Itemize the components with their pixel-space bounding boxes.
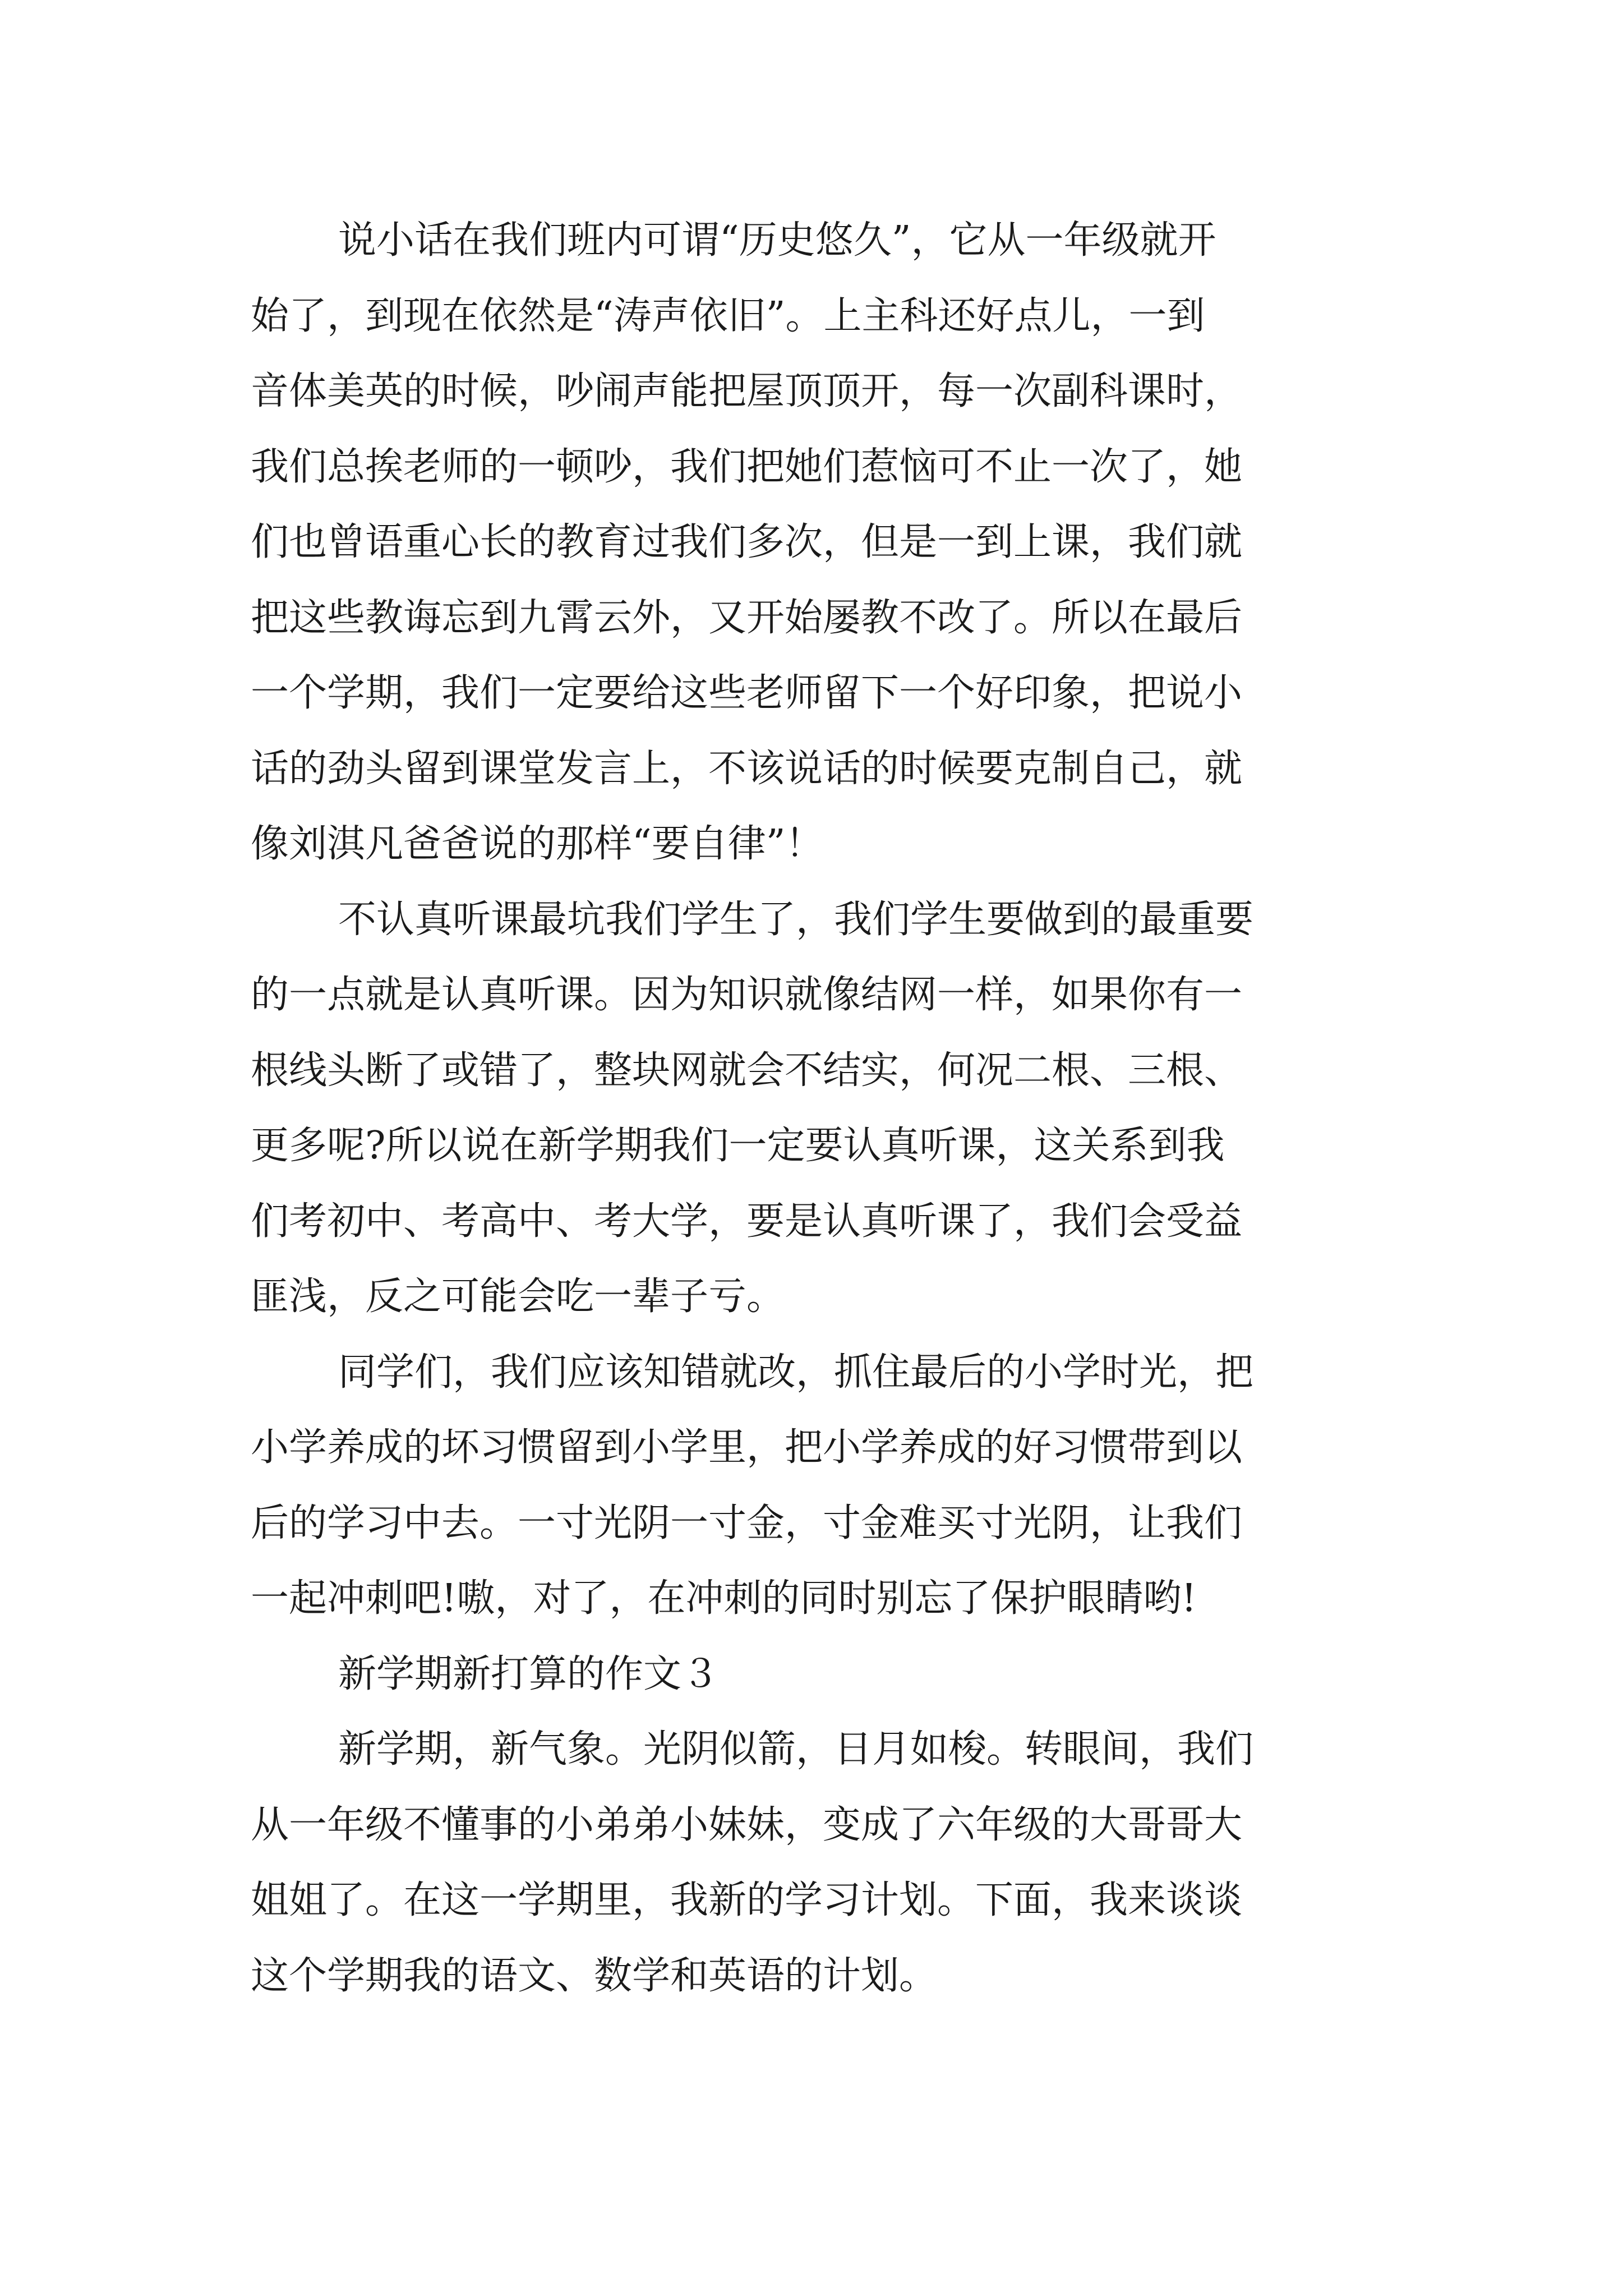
essay-heading: [251, 1637, 1378, 1713]
text-line: 姐姐了。在这一学期里，我新的学习计划。下面，我来谈谈: [251, 1878, 1243, 1922]
text-line: 我们总挨老师的一顿吵，我们把她们惹恼可不止一次了，她: [251, 444, 1243, 489]
text-line: 更多呢?所以说在新学期我们一定要认真听课，这关系到我: [251, 1124, 1225, 1168]
text-line: 们考初中、考高中、考大学，要是认真听课了，我们会受益: [251, 1199, 1243, 1244]
text-line: 小学养成的坏习惯留到小学里，把小学养成的好习惯带到以: [251, 1425, 1243, 1470]
text-line: 从一年级不懂事的小弟弟小妹妹，变成了六年级的大哥哥大: [251, 1802, 1243, 1847]
text-line: 新学期，新气象。光阴似箭，日月如梭。转眼间，我们: [338, 1727, 1254, 1772]
document-body: [251, 203, 1378, 2014]
text-line: 们也曾语重心长的教育过我们多次，但是一到上课，我们就: [251, 520, 1243, 564]
text-line: 一个学期，我们一定要给这些老师留下一个好印象，把说小: [251, 671, 1243, 715]
text-line: 像刘淇凡爸爸说的那样“要自律”！: [251, 822, 824, 866]
text-line: 始了，到现在依然是“涛声依旧”。上主科还好点儿，一到: [251, 293, 1205, 338]
paragraph-classmates: [251, 1335, 1378, 1637]
text-line: 话的劲头留到课堂发言上，不该说话的时候要克制自己，就: [251, 746, 1243, 791]
text-line: 说小话在我们班内可谓“历史悠久”，它从一年级就开: [338, 218, 1216, 263]
text-line: 后的学习中去。一寸光阴一寸金，寸金难买寸光阴，让我们: [251, 1501, 1243, 1545]
text-line: 一起冲刺吧!嗷，对了，在冲刺的同时别忘了保护眼睛哟!: [251, 1576, 1197, 1621]
text-line: 这个学期我的语文、数学和英语的计划。: [251, 1953, 938, 1998]
paragraph-talking-in-class: [251, 203, 1378, 882]
text-line: 匪浅，反之可能会吃一辈子亏。: [251, 1274, 785, 1319]
text-line: 根线头断了或错了，整块网就会不结实，何况二根、三根、: [251, 1048, 1243, 1093]
text-line: 的一点就是认真听课。因为知识就像结网一样，如果你有一: [251, 973, 1243, 1017]
text-line: 音体美英的时候，吵闹声能把屋顶顶开，每一次副科课时，: [251, 369, 1243, 413]
section-title: 新学期新打算的作文３: [338, 1651, 720, 1696]
text-line: 不认真听课最坑我们学生了，我们学生要做到的最重要: [338, 897, 1254, 942]
paragraph-listening-in-class: [251, 882, 1378, 1335]
text-line: 同学们，我们应该知错就改，抓住最后的小学时光，把: [338, 1350, 1254, 1395]
paragraph-new-semester: [251, 1712, 1378, 2014]
text-line: 把这些教诲忘到九霄云外，又开始屡教不改了。所以在最后: [251, 595, 1243, 640]
